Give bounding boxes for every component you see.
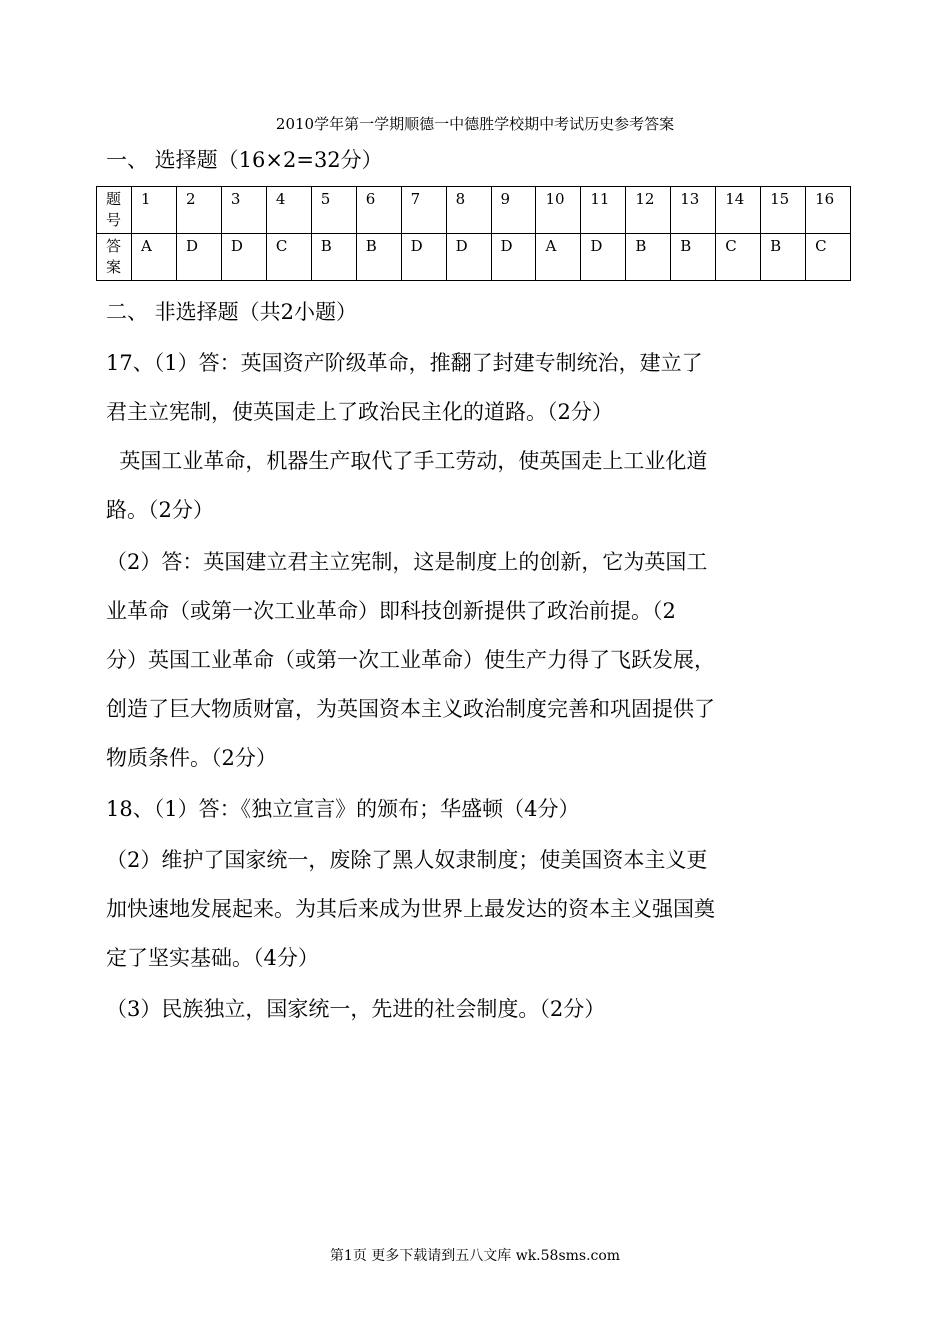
table-cell-number: 1	[132, 187, 177, 234]
table-cell-answer: B	[671, 234, 716, 281]
table-cell-number: 3	[221, 187, 266, 234]
table-row-numbers	[97, 187, 851, 234]
table-cell-answer: D	[446, 234, 491, 281]
table-cell-answer: C	[716, 234, 761, 281]
answer-text-line: （2）答：英国建立君主立宪制，这是制度上的创新，它为英国工	[106, 550, 708, 574]
table-cell-number: 12	[626, 187, 671, 234]
table-cell-number: 4	[266, 187, 311, 234]
table-cell-answer: C	[266, 234, 311, 281]
answer-text-line: 加快速地发展起来。为其后来成为世界上最发达的资本主义强国奠	[106, 897, 715, 921]
page-footer: 第1页 更多下载请到五八文库 wk.58sms.com	[329, 1248, 621, 1264]
answer-text-line: 18、（1）答：《独立宣言》的颁布；华盛顿（4分）	[106, 797, 580, 821]
table-row-answers	[97, 234, 851, 281]
section-heading-multiple-choice: 一、 选择题（16×2=32分）	[106, 148, 383, 172]
table-cell-answer: B	[626, 234, 671, 281]
table-cell-number: 8	[446, 187, 491, 234]
table-cell-number: 15	[761, 187, 806, 234]
table-cell-number: 14	[716, 187, 761, 234]
table-cell-number: 9	[491, 187, 536, 234]
table-cell-answer: D	[221, 234, 266, 281]
table-cell-answer: C	[806, 234, 851, 281]
table-cell-answer: D	[491, 234, 536, 281]
table-cell-number: 2	[176, 187, 221, 234]
document-title: 2010学年第一学期顺德一中德胜学校期中考试历史参考答案	[275, 115, 675, 133]
table-cell-number: 6	[356, 187, 401, 234]
table-cell-number: 13	[671, 187, 716, 234]
table-cell-answer: D	[401, 234, 446, 281]
table-cell-answer: A	[132, 234, 177, 281]
answer-text-line: 业革命（或第一次工业革命）即科技创新提供了政治前提。（2	[106, 599, 676, 623]
answer-text-line: 分）英国工业革命（或第一次工业革命）使生产力得了飞跃发展，	[106, 648, 715, 672]
table-cell-number: 11	[581, 187, 626, 234]
answer-text-line: 17、（1）答：英国资产阶级革命，推翻了封建专制统治，建立了	[106, 351, 703, 375]
answer-text-line: 英国工业革命，机器生产取代了手工劳动，使英国走上工业化道	[106, 449, 708, 473]
table-header-answer: 答案	[97, 234, 132, 281]
table-cell-number: 7	[401, 187, 446, 234]
answer-table	[96, 186, 851, 281]
answer-text-line: 创造了巨大物质财富，为英国资本主义政治制度完善和巩固提供了	[106, 697, 715, 721]
table-cell-answer: D	[176, 234, 221, 281]
answer-text-line: （3）民族独立，国家统一，先进的社会制度。（2分）	[106, 997, 606, 1021]
section-heading-non-choice: 二、 非选择题（共2小题）	[106, 300, 358, 324]
table-cell-answer: A	[536, 234, 581, 281]
answer-text-line: 物质条件。（2分）	[106, 746, 277, 770]
table-cell-answer: B	[761, 234, 806, 281]
answer-text-line: 定了坚实基础。（4分）	[106, 946, 319, 970]
table-cell-number: 5	[311, 187, 356, 234]
table-cell-answer: B	[311, 234, 356, 281]
table-header-question-number: 题号	[97, 187, 132, 234]
answer-text-line: （2）维护了国家统一，废除了黑人奴隶制度；使美国资本主义更	[106, 848, 708, 872]
table-cell-number: 10	[536, 187, 581, 234]
table-cell-number: 16	[806, 187, 851, 234]
table-cell-answer: D	[581, 234, 626, 281]
answer-text-line: 君主立宪制，使英国走上了政治民主化的道路。（2分）	[106, 400, 613, 424]
table-cell-answer: B	[356, 234, 401, 281]
answer-text-line: 路。（2分）	[106, 498, 214, 522]
